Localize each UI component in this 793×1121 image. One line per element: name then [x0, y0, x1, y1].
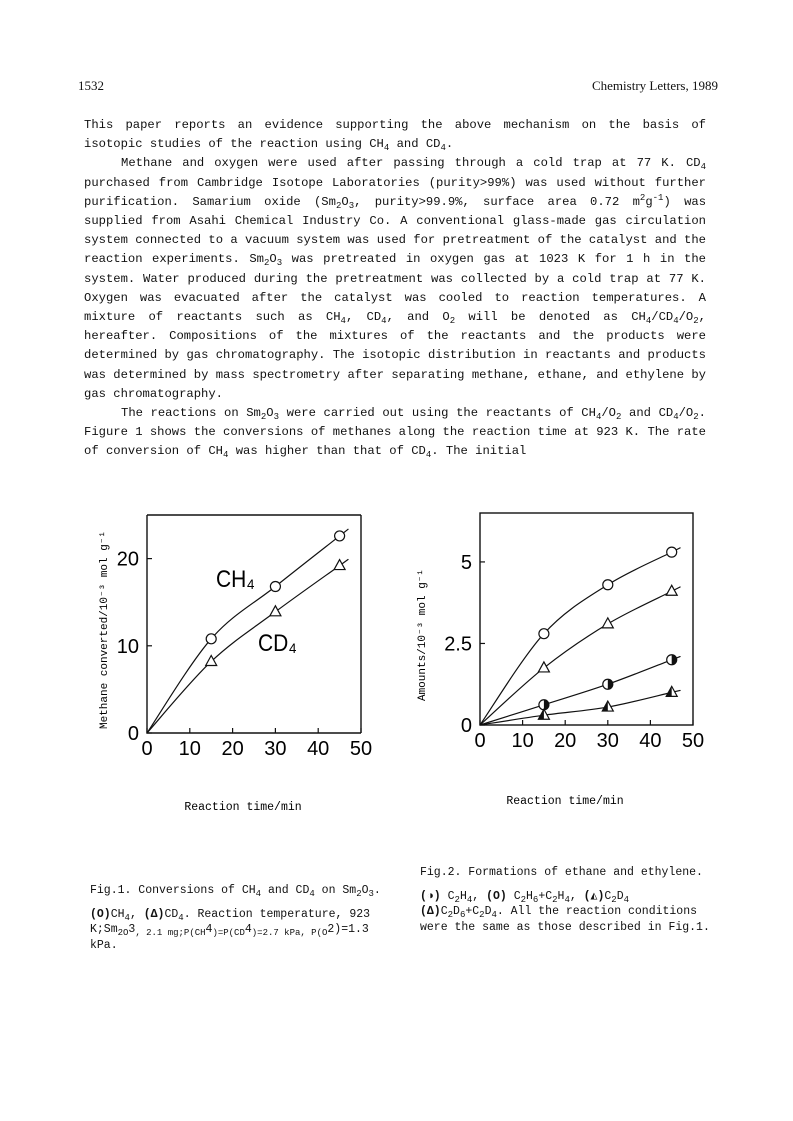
fig1-caption-title: Fig.1. Conversions of $CH_4$ and $CD_4$ on $Sm_2O_3$.	[90, 884, 381, 899]
body-text	[84, 116, 706, 462]
data-point-open-circle	[539, 629, 549, 639]
fig1-y-axis-label: Methane converted/10⁻³ mol g⁻¹	[99, 530, 111, 730]
x-tick-label: 50	[681, 730, 705, 752]
fig1-cd4-label: CD₄	[258, 629, 297, 657]
series-line	[147, 529, 348, 733]
page-header	[78, 78, 718, 98]
data-point-open-triangle	[334, 560, 345, 570]
half-circle-marker-icon: (◑)	[420, 889, 441, 903]
fig1-x-axis-label: Reaction time/min	[184, 801, 302, 814]
data-point-open-triangle	[270, 606, 281, 616]
x-tick-label: 50	[349, 738, 373, 760]
y-tick-label: 5	[460, 551, 472, 574]
data-point-open-circle	[603, 580, 613, 590]
open-triangle-marker-icon: (Δ)	[143, 907, 165, 921]
y-tick-label: 2.5	[444, 633, 472, 656]
figure-2-caption	[420, 865, 720, 943]
fig2-y-axis-label: Amounts/10⁻³ mol g⁻¹	[417, 568, 429, 702]
x-tick-label: 30	[596, 730, 619, 752]
x-tick-label: 40	[307, 738, 330, 760]
fig2-caption-title: Fig.2. Formations of ethane and ethylene.	[420, 866, 703, 879]
figure-2-chart	[410, 505, 730, 820]
x-tick-label: 0	[474, 730, 486, 752]
fig2-x-axis-label: Reaction time/min	[506, 795, 624, 808]
data-point-open-circle	[206, 634, 216, 644]
plot-axes	[147, 515, 361, 733]
paragraph-2: Methane and oxygen were used after passing through a cold trap at 77 K. $CD_4$ purchased from Cambridge Isotope Laboratories (purity>99%) was used without further purification. Samarium oxide ($Sm_2O_3$, purity>99.9%, surface area 0.72 $m^2g^{-1}$) was supplied from Asahi Chemical Industry Co. A conventional glass-made gas circulation system connected to a vacuum system was used for pretreatment of the catalyst and the reaction experiments. $Sm_2O_3$ was pretreated in oxygen gas at 1023 K for 1 h in the system. Water produced during the pretreatment was collected by a cold trap at 77 K. Oxygen was evacuated after the catalyst was cooled to reaction temperatures. A mixture of reactants such as $CH_4$, $CD_4$, and $O_2$ will be denoted as $CH_4/CD_4/O_2$, hereafter. Compositions of the mixtures of the reactants and the products were determined by gas chromatography. The isotopic distribution in reactants and products was determined by mass spectrometry after separating methane, ethane, and ethylene by gas chromatography.	[84, 156, 707, 401]
paragraph-3: The reactions on $Sm_2O_3$ were carried out using the reactants of $CH_4/O_2$ and $CD_4/O_2$. Figure 1 shows the conversions of methanes along the reaction time at 923 K. The rate of conversion of $CH_4$ was higher than that of $CD_4$. The initial	[84, 406, 706, 461]
data-point-open-triangle	[538, 662, 549, 672]
data-point-open-circle	[335, 531, 345, 541]
data-point-open-circle	[270, 582, 280, 592]
y-tick-label: 10	[116, 635, 139, 658]
plot-frame	[480, 513, 693, 725]
page-number: 1532	[78, 78, 104, 93]
data-point-open-triangle	[206, 655, 217, 665]
x-tick-label: 20	[221, 738, 244, 760]
fig2-caption-legend: (◑) $C_2H_4$, (O) $C_2H_6+C_2H_4$, $(◭)C_2D_4$ $(\Delta)C_2D_6+C_2D_4$. All the reaction conditions were the same as those described in Fig.1.	[420, 889, 710, 934]
data-point-half-circle	[667, 655, 677, 665]
series-line	[480, 548, 680, 725]
x-tick-label: 40	[639, 730, 662, 752]
y-tick-label: 20	[116, 548, 139, 571]
data-point-open-triangle	[666, 585, 677, 595]
data-point-open-triangle	[602, 618, 613, 628]
figure-1-caption	[90, 883, 390, 961]
x-tick-label: 10	[511, 730, 534, 752]
series-line	[480, 690, 680, 725]
open-circle-marker-icon: (O)	[486, 889, 507, 903]
x-tick-label: 0	[141, 738, 153, 760]
series-line	[480, 587, 680, 725]
fig1-caption-body: $(O)CH_4$, $(\Delta)CD_4$. Reaction temperature, 923 $K;Sm_{2O}3_{, 2.1 mg;P(CH}4_{)=P(CD}4_{)=2.7 kPa, P(O}2)=1.3$ kPa.	[90, 907, 371, 952]
y-tick-label: 0	[460, 715, 472, 737]
data-point-open-circle	[667, 547, 677, 557]
fig1-ch4-label: CH₄	[216, 565, 255, 593]
paragraph-1: This paper reports an evidence supporting the above mechanism on the basis of isotopic studies of the reaction using $CH_4$ and $CD_4$.	[84, 118, 706, 154]
open-triangle-marker-icon: (Δ)	[420, 905, 441, 918]
series-line	[480, 657, 680, 725]
x-tick-label: 30	[264, 738, 287, 760]
x-tick-label: 20	[554, 730, 577, 752]
journal-title: Chemistry Letters, 1989	[591, 78, 718, 93]
y-tick-label: 0	[127, 723, 139, 745]
x-tick-label: 10	[178, 738, 201, 760]
data-point-half-circle	[603, 679, 613, 689]
half-triangle-marker-icon: (◭)	[583, 889, 605, 903]
figure-1-chart	[90, 505, 390, 825]
